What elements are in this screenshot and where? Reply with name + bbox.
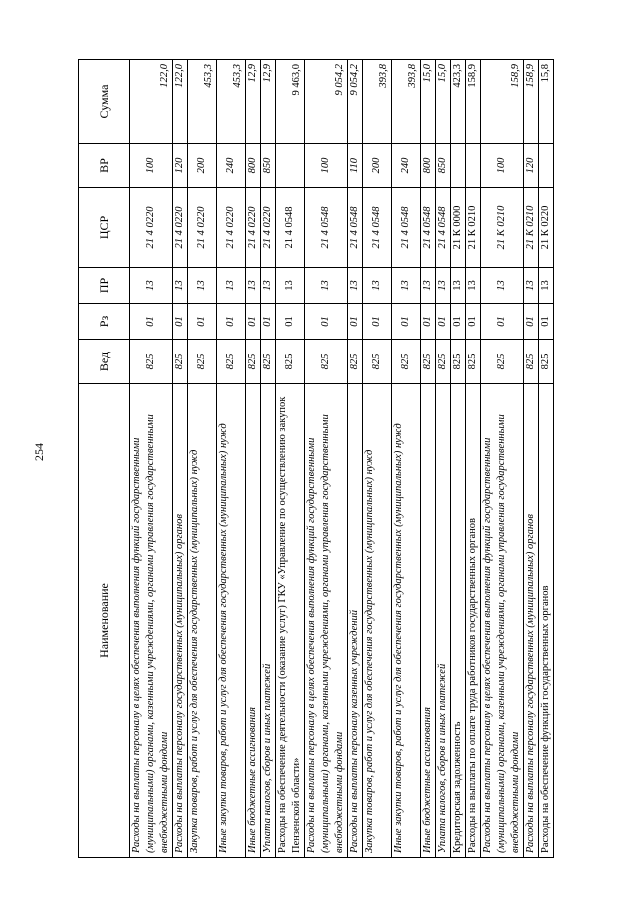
row-ved: 825: [363, 340, 392, 384]
row-rz: 01: [363, 304, 392, 340]
row-pr: 13: [539, 268, 554, 304]
table-row: [524, 60, 539, 858]
header-csr: ЦСР: [79, 188, 130, 268]
table-row: [305, 60, 348, 858]
header-ved: Вед: [79, 340, 130, 384]
row-name: Расходы на обеспечение функций государственных органов: [539, 384, 554, 858]
row-csr: 21 4 0220: [188, 188, 217, 268]
row-vr: 120: [524, 144, 539, 188]
row-pr: 13: [246, 268, 261, 304]
row-pr: 13: [436, 268, 451, 304]
row-csr: 21 4 0548: [348, 188, 363, 268]
header-pr: ПР: [79, 268, 130, 304]
row-sum: 9 054,2: [348, 60, 363, 144]
row-ved: 825: [348, 340, 363, 384]
row-csr: 21 4 0548: [392, 188, 421, 268]
row-ved: 825: [217, 340, 246, 384]
row-name: Иные закупки товаров, работ и услуг для обеспечения государственных (муниципальных) нужд: [217, 384, 246, 858]
row-csr: 21 4 0220: [173, 188, 188, 268]
row-name: Кредиторская задолженность: [451, 384, 466, 858]
row-vr: 850: [436, 144, 451, 188]
row-vr: 200: [363, 144, 392, 188]
row-rz: 01: [451, 304, 466, 340]
row-name: Расходы на выплаты по оплате труда работников государственных органов: [466, 384, 481, 858]
row-rz: 01: [466, 304, 481, 340]
row-vr: [451, 144, 466, 188]
row-rz: 01: [130, 304, 173, 340]
row-vr: 240: [392, 144, 421, 188]
row-pr: 13: [188, 268, 217, 304]
row-sum: 122,0: [130, 60, 173, 144]
row-rz: 01: [524, 304, 539, 340]
row-name: Закупка товаров, работ и услуг для обеспечения государственных (муниципальных) нужд: [363, 384, 392, 858]
row-pr: 13: [261, 268, 276, 304]
row-pr: 13: [348, 268, 363, 304]
row-name: Иные закупки товаров, работ и услуг для обеспечения государственных (муниципальных) нужд: [392, 384, 421, 858]
table-row: [246, 60, 261, 858]
row-rz: 01: [481, 304, 524, 340]
row-vr: 100: [305, 144, 348, 188]
row-sum: 9 463,0: [276, 60, 305, 144]
header-name: Наименование: [79, 384, 130, 858]
row-name: Иные бюджетные ассигнования: [421, 384, 436, 858]
row-rz: 01: [348, 304, 363, 340]
row-vr: 110: [348, 144, 363, 188]
row-csr: 21 4 0220: [130, 188, 173, 268]
row-name: Расходы на выплаты персоналу казенных учреждений: [348, 384, 363, 858]
row-ved: 825: [524, 340, 539, 384]
row-ved: 825: [392, 340, 421, 384]
row-vr: 240: [217, 144, 246, 188]
row-vr: 200: [188, 144, 217, 188]
row-name: Закупка товаров, работ и услуг для обеспечения государственных (муниципальных) нужд: [188, 384, 217, 858]
row-pr: 13: [524, 268, 539, 304]
row-csr: 21 4 0220: [246, 188, 261, 268]
table-row: [173, 60, 188, 858]
row-vr: [466, 144, 481, 188]
row-ved: 825: [466, 340, 481, 384]
row-sum: 158,9: [466, 60, 481, 144]
row-pr: 13: [363, 268, 392, 304]
row-ved: 825: [451, 340, 466, 384]
row-pr: 13: [276, 268, 305, 304]
row-ved: 825: [539, 340, 554, 384]
row-ved: 825: [188, 340, 217, 384]
row-sum: 12,9: [261, 60, 276, 144]
row-ved: 825: [436, 340, 451, 384]
row-rz: 01: [436, 304, 451, 340]
row-sum: 423,3: [451, 60, 466, 144]
row-vr: 800: [421, 144, 436, 188]
row-pr: 13: [130, 268, 173, 304]
row-pr: 13: [421, 268, 436, 304]
row-ved: 825: [246, 340, 261, 384]
row-name: Уплата налогов, сборов и иных платежей: [436, 384, 451, 858]
row-csr: 21 К 0000: [451, 188, 466, 268]
row-pr: 13: [392, 268, 421, 304]
table-header-row: [79, 60, 130, 858]
row-csr: 21 4 0220: [217, 188, 246, 268]
table-row: [130, 60, 173, 858]
row-csr: 21 4 0548: [436, 188, 451, 268]
row-csr: 21 4 0548: [276, 188, 305, 268]
header-vr: ВР: [79, 144, 130, 188]
row-pr: 13: [481, 268, 524, 304]
row-pr: 13: [173, 268, 188, 304]
row-sum: 15,8: [539, 60, 554, 144]
row-sum: 12,9: [246, 60, 261, 144]
row-csr: 21 4 0220: [261, 188, 276, 268]
row-ved: 825: [421, 340, 436, 384]
row-pr: 13: [451, 268, 466, 304]
row-rz: 01: [305, 304, 348, 340]
row-vr: 100: [130, 144, 173, 188]
header-sum: Сумма: [79, 60, 130, 144]
row-sum: 15,0: [436, 60, 451, 144]
row-csr: 21 4 0548: [421, 188, 436, 268]
row-ved: 825: [276, 340, 305, 384]
row-csr: 21 4 0548: [363, 188, 392, 268]
table-row: [466, 60, 481, 858]
header-rz: Рз: [79, 304, 130, 340]
row-pr: 13: [466, 268, 481, 304]
row-sum: 453,3: [188, 60, 217, 144]
row-sum: 122,0: [173, 60, 188, 144]
row-vr: [539, 144, 554, 188]
row-rz: 01: [276, 304, 305, 340]
table-body: [130, 60, 554, 858]
row-name: Уплата налогов, сборов и иных платежей: [261, 384, 276, 858]
row-vr: 100: [481, 144, 524, 188]
row-sum: 15,0: [421, 60, 436, 144]
row-vr: 850: [261, 144, 276, 188]
row-pr: 13: [217, 268, 246, 304]
row-rz: 01: [173, 304, 188, 340]
row-vr: [276, 144, 305, 188]
row-ved: 825: [481, 340, 524, 384]
row-rz: 01: [188, 304, 217, 340]
row-sum: 393,8: [363, 60, 392, 144]
row-sum: 158,9: [524, 60, 539, 144]
row-vr: 800: [246, 144, 261, 188]
row-sum: 158,9: [481, 60, 524, 144]
row-pr: 13: [305, 268, 348, 304]
row-ved: 825: [305, 340, 348, 384]
table-row: [481, 60, 524, 858]
row-rz: 01: [539, 304, 554, 340]
row-ved: 825: [130, 340, 173, 384]
table-row: [436, 60, 451, 858]
row-csr: 21 К 0220: [539, 188, 554, 268]
table-row: [188, 60, 217, 858]
table-row: [217, 60, 246, 858]
table-row: [276, 60, 305, 858]
table-row: [451, 60, 466, 858]
row-csr: 21 4 0548: [305, 188, 348, 268]
row-csr: 21 К 0210: [466, 188, 481, 268]
row-vr: 120: [173, 144, 188, 188]
row-csr: 21 К 0210: [481, 188, 524, 268]
row-name: Расходы на обеспечение деятельности (оказание услуг) ГКУ «Управление по осуществлению закупок Пензенской области»: [276, 384, 305, 858]
table-row: [348, 60, 363, 858]
row-rz: 01: [261, 304, 276, 340]
row-name: Расходы на выплаты персоналу в целях обеспечения выполнения функций государственными (муниципальными) органами, казенными учреждениями, органами управления государственными внебюджетными фондами: [305, 384, 348, 858]
row-name: Иные бюджетные ассигнования: [246, 384, 261, 858]
table-row: [539, 60, 554, 858]
table-row: [392, 60, 421, 858]
budget-table: [78, 59, 554, 858]
page-number: 254: [32, 443, 46, 461]
row-name: Расходы на выплаты персоналу в целях обеспечения выполнения функций государственными (муниципальными) органами, казенными учреждениями, органами управления государственными внебюджетными фондами: [130, 384, 173, 858]
row-csr: 21 К 0210: [524, 188, 539, 268]
row-rz: 01: [217, 304, 246, 340]
row-rz: 01: [246, 304, 261, 340]
budget-table-container: [78, 60, 564, 858]
row-ved: 825: [173, 340, 188, 384]
row-name: Расходы на выплаты персоналу государственных (муниципальных) органов: [173, 384, 188, 858]
row-ved: 825: [261, 340, 276, 384]
row-rz: 01: [392, 304, 421, 340]
row-rz: 01: [421, 304, 436, 340]
table-row: [363, 60, 392, 858]
row-sum: 9 054,2: [305, 60, 348, 144]
table-row: [421, 60, 436, 858]
row-name: Расходы на выплаты персоналу в целях обеспечения выполнения функций государственными (муниципальными) органами, казенными учреждениями, органами управления государственными внебюджетными фондами: [481, 384, 524, 858]
row-sum: 453,3: [217, 60, 246, 144]
row-name: Расходы на выплаты персоналу государственных (муниципальных) органов: [524, 384, 539, 858]
row-sum: 393,8: [392, 60, 421, 144]
table-row: [261, 60, 276, 858]
